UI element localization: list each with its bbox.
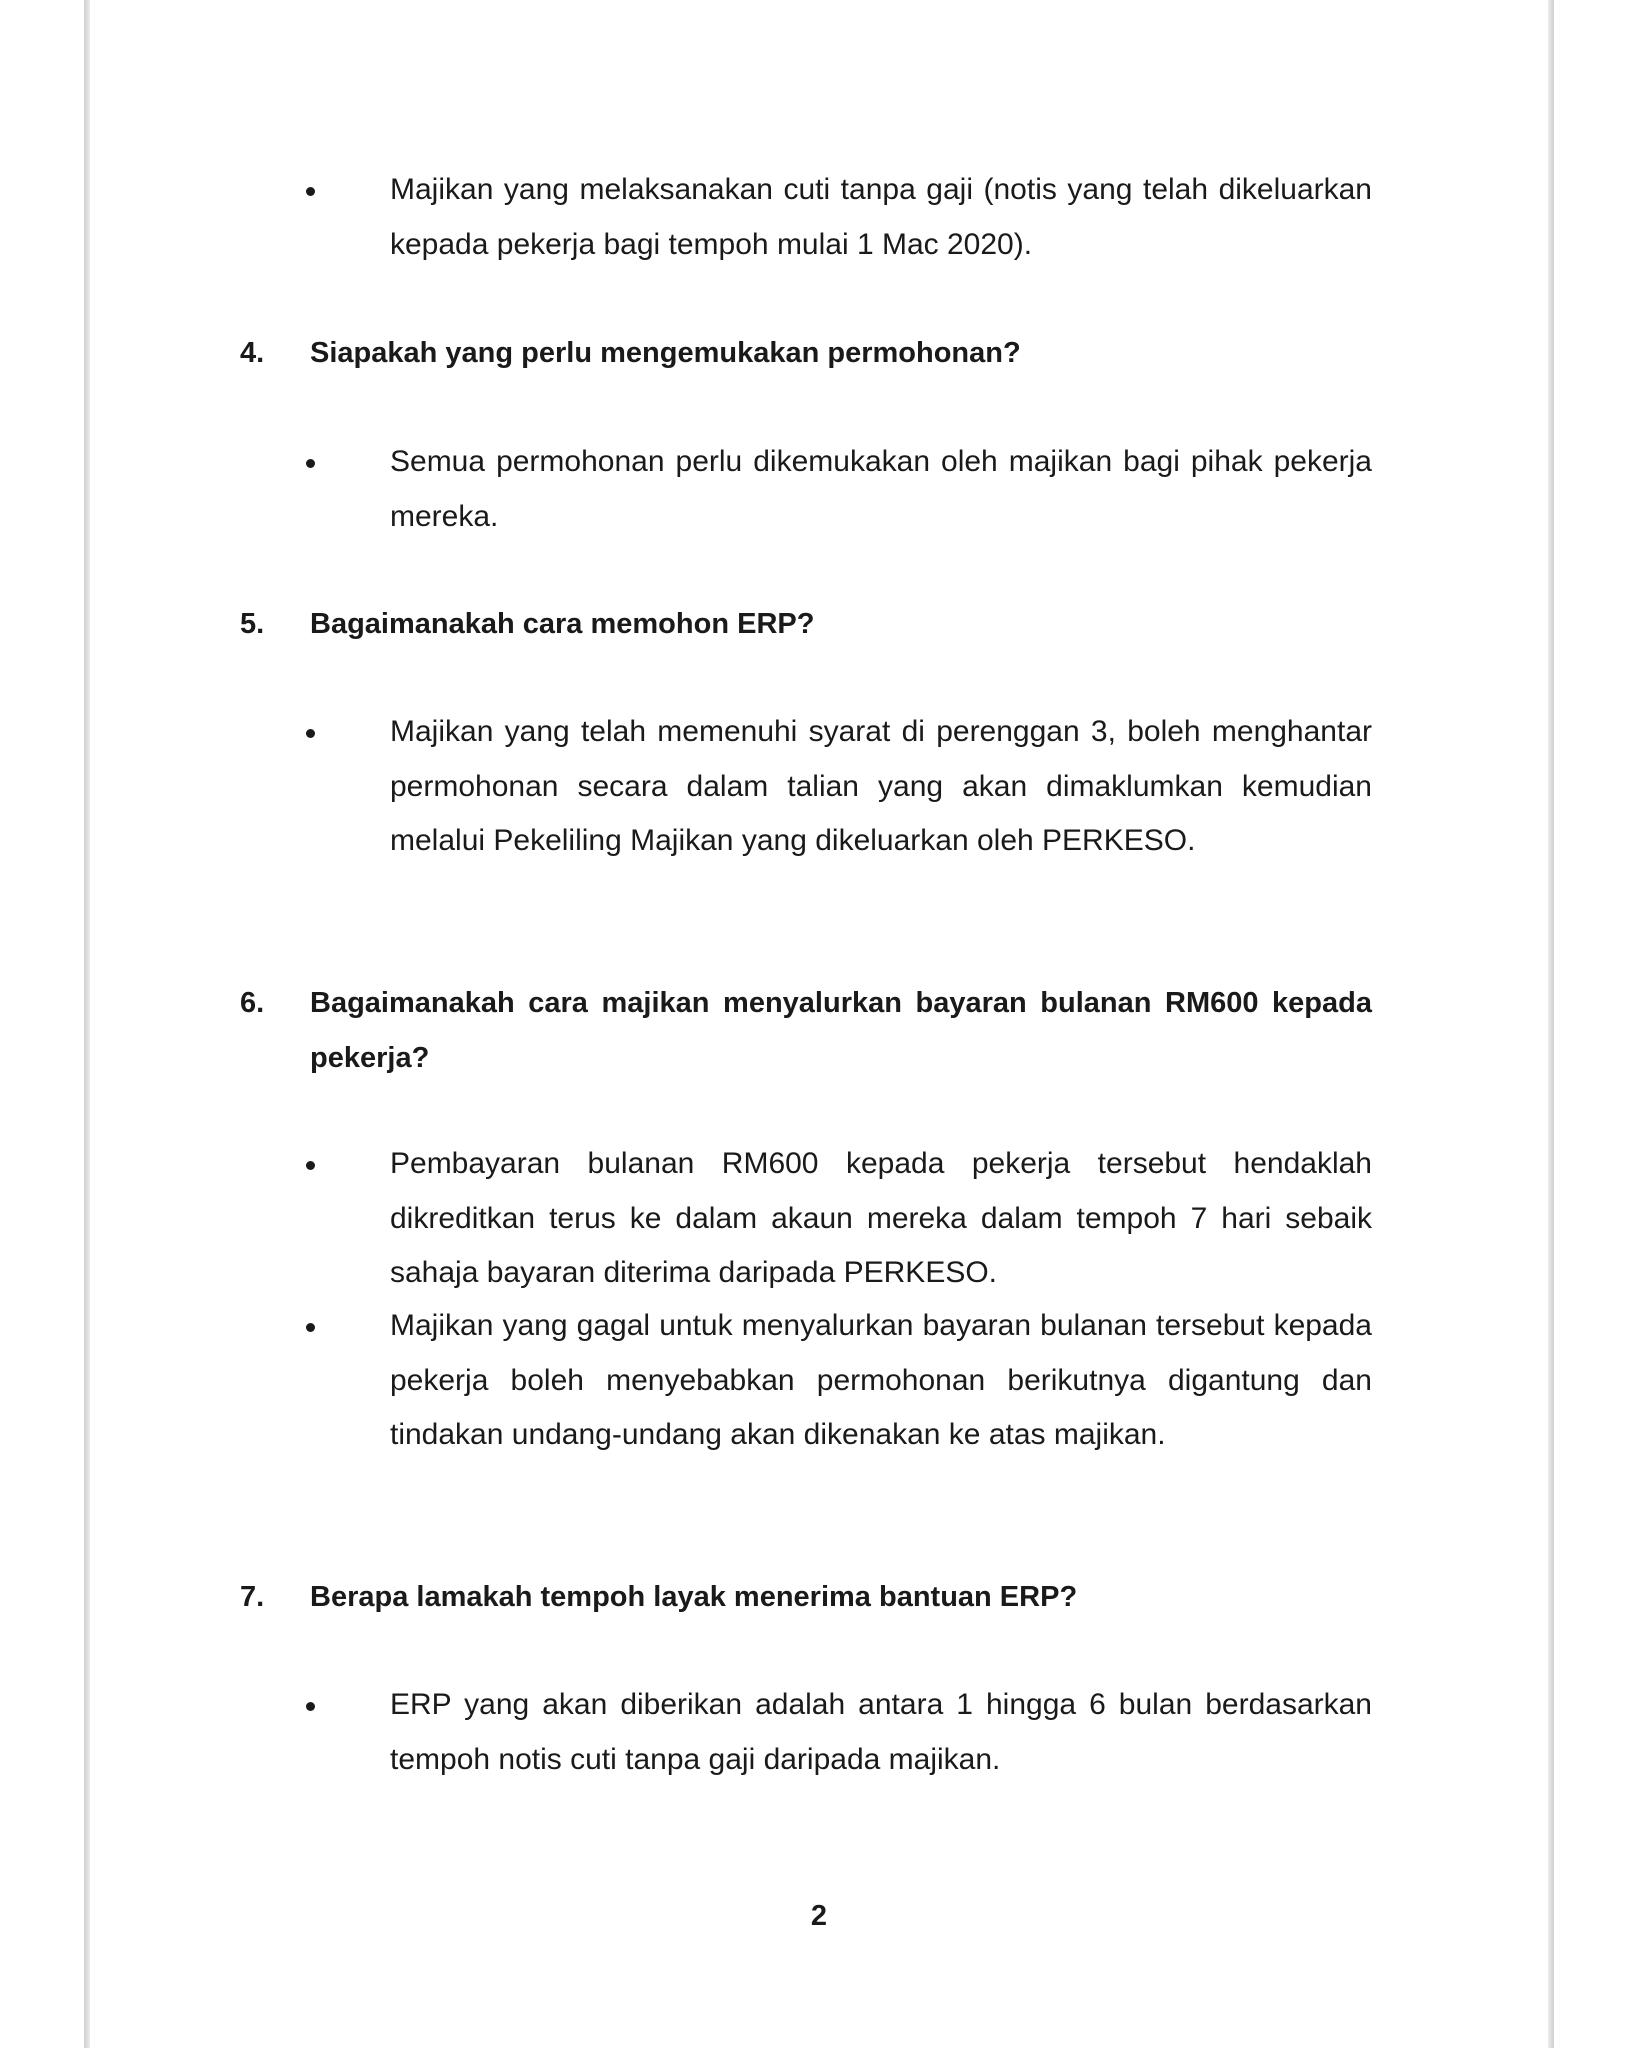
bullet-dot-icon bbox=[306, 729, 315, 738]
bullet-text: Majikan yang telah memenuhi syarat di perenggan 3, boleh menghantar permohonan secara dalam talian yang akan dimaklumkan kemudian melalui Pekeliling Majikan yang dikeluarkan oleh PERKESO. bbox=[390, 715, 1372, 857]
bullet-dot-icon bbox=[306, 459, 315, 468]
section-number: 5. bbox=[240, 608, 265, 640]
section-title: Bagaimanakah cara memohon ERP? bbox=[310, 608, 815, 640]
section-title: Siapakah yang perlu mengemukakan permohonan? bbox=[310, 337, 1021, 369]
section-heading bbox=[240, 597, 1372, 652]
bullet-dot-icon bbox=[306, 1323, 315, 1332]
bullet-dot-icon bbox=[306, 1702, 315, 1711]
bullet-item bbox=[348, 163, 1372, 272]
bullet-dot-icon bbox=[306, 187, 315, 196]
section-number: 7. bbox=[240, 1581, 265, 1613]
section-heading bbox=[240, 976, 1372, 1085]
bullet-text: Majikan yang gagal untuk menyalurkan bayaran bulanan tersebut kepada pekerja boleh menyebabkan permohonan berikutnya digantung dan tindakan undang-undang akan dikenakan ke atas majikan. bbox=[390, 1309, 1372, 1451]
section-heading bbox=[240, 326, 1372, 381]
bullet-dot-icon bbox=[306, 1161, 315, 1170]
bullet-item bbox=[348, 1299, 1372, 1463]
bullet-text: Semua permohonan perlu dikemukakan oleh majikan bagi pihak pekerja mereka. bbox=[390, 445, 1372, 533]
bullet-text: Majikan yang melaksanakan cuti tanpa gaji (notis yang telah dikeluarkan kepada pekerja bagi tempoh mulai 1 Mac 2020). bbox=[390, 173, 1372, 261]
bullet-item bbox=[348, 1678, 1372, 1787]
bullet-text: Pembayaran bulanan RM600 kepada pekerja tersebut hendaklah dikreditkan terus ke dalam akaun mereka dalam tempoh 7 hari sebaik sahaja bayaran diterima daripada PERKESO. bbox=[390, 1147, 1372, 1289]
bullet-item bbox=[348, 435, 1372, 544]
section-heading bbox=[240, 1570, 1372, 1625]
page-edge-right bbox=[1548, 0, 1554, 2048]
section-number: 6. bbox=[240, 987, 265, 1019]
bullet-item bbox=[348, 1137, 1372, 1301]
bullet-text: ERP yang akan diberikan adalah antara 1 hingga 6 bulan berdasarkan tempoh notis cuti tanpa gaji daripada majikan. bbox=[390, 1688, 1372, 1776]
page-number: 2 bbox=[810, 1900, 828, 1932]
bullet-item bbox=[348, 705, 1372, 869]
section-title: Berapa lamakah tempoh layak menerima bantuan ERP? bbox=[310, 1581, 1078, 1613]
section-title: Bagaimanakah cara majikan menyalurkan bayaran bulanan RM600 kepada pekerja? bbox=[310, 987, 1372, 1074]
section-number: 4. bbox=[240, 337, 265, 369]
